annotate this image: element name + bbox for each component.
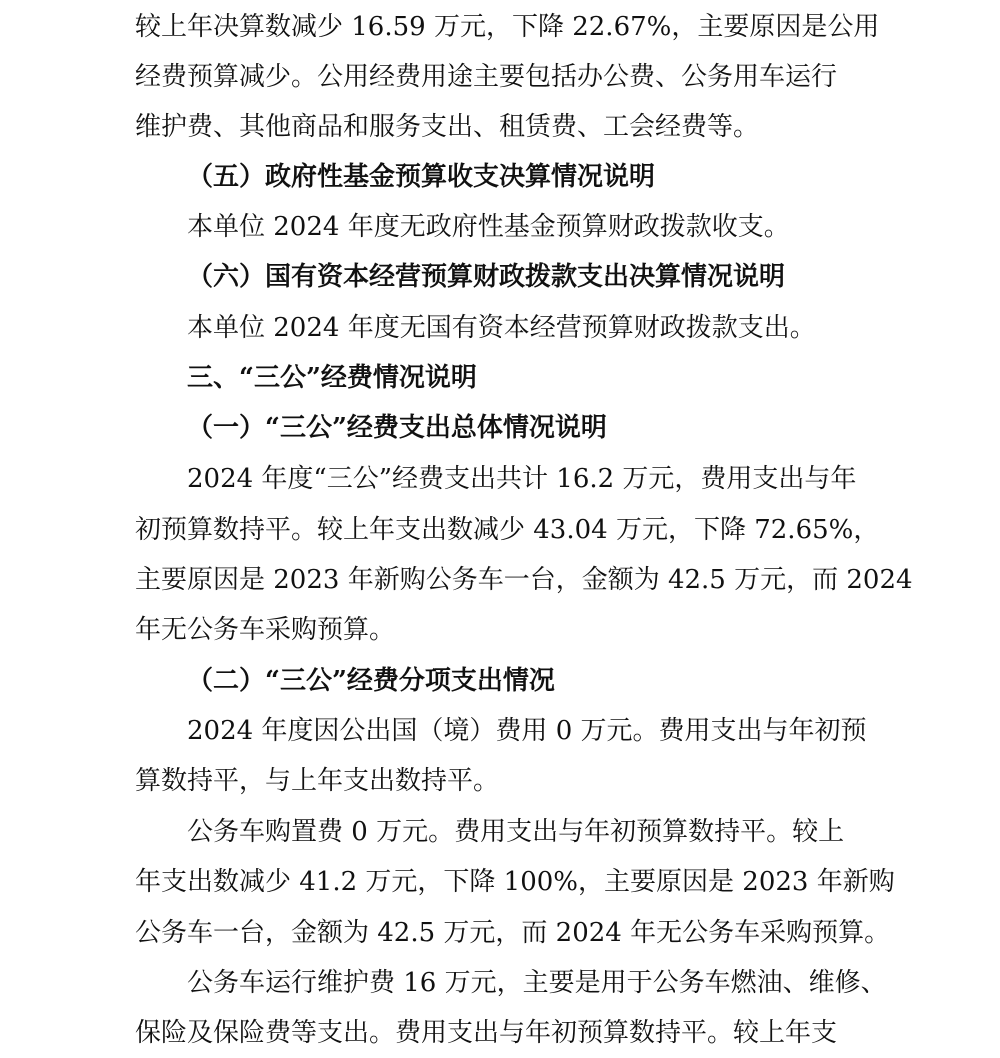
heading-state-capital-budget: （六）国有资本经营预算财政拨款支出决算情况说明 [187,262,786,292]
paragraph-vehicle-purchase-line-2: 年支出数减少 41.2 万元，下降 100%，主要原因是 2023 年新购 [135,867,895,897]
heading-three-public-itemized: （二）“三公”经费分项支出情况 [187,666,555,696]
paragraph-three-public-overview-line-3: 主要原因是 2023 年新购公务车一台，金额为 42.5 万元，而 2024 [135,565,913,595]
paragraph-state-capital-budget: 本单位 2024 年度无国有资本经营预算财政拨款支出。 [187,313,816,343]
paragraph-vehicle-maintenance-line-2: 保险及保险费等支出。费用支出与年初预算数持平。较上年支 [135,1018,838,1048]
paragraph-public-expense-line-2: 经费预算减少。公用经费用途主要包括办公费、公务用车运行 [135,62,838,92]
paragraph-overseas-travel-line-1: 2024 年度因公出国（境）费用 0 万元。费用支出与年初预 [187,716,867,746]
heading-three-public-overview: （一）“三公”经费支出总体情况说明 [187,413,607,443]
paragraph-three-public-overview-line-1: 2024 年度“三公”经费支出共计 16.2 万元，费用支出与年 [187,464,857,494]
paragraph-public-expense-line-1: 较上年决算数减少 16.59 万元，下降 22.67%，主要原因是公用 [135,12,880,42]
paragraph-public-expense-line-3: 维护费、其他商品和服务支出、租赁费、工会经费等。 [135,112,760,142]
heading-government-fund-budget: （五）政府性基金预算收支决算情况说明 [187,162,656,192]
paragraph-vehicle-purchase-line-3: 公务车一台，金额为 42.5 万元，而 2024 年无公务车采购预算。 [135,918,891,948]
paragraph-overseas-travel-line-2: 算数持平，与上年支出数持平。 [135,766,500,796]
paragraph-three-public-overview-line-2: 初预算数持平。较上年支出数减少 43.04 万元，下降 72.65%， [135,515,880,545]
paragraph-three-public-overview-line-4: 年无公务车采购预算。 [135,615,396,645]
paragraph-government-fund-budget: 本单位 2024 年度无政府性基金预算财政拨款收支。 [187,212,790,242]
heading-three-public-expenses: 三、“三公”经费情况说明 [187,363,477,393]
paragraph-vehicle-maintenance-line-1: 公务车运行维护费 16 万元，主要是用于公务车燃油、维修、 [187,968,887,998]
paragraph-vehicle-purchase-line-1: 公务车购置费 0 万元。费用支出与年初预算数持平。较上 [187,817,845,847]
